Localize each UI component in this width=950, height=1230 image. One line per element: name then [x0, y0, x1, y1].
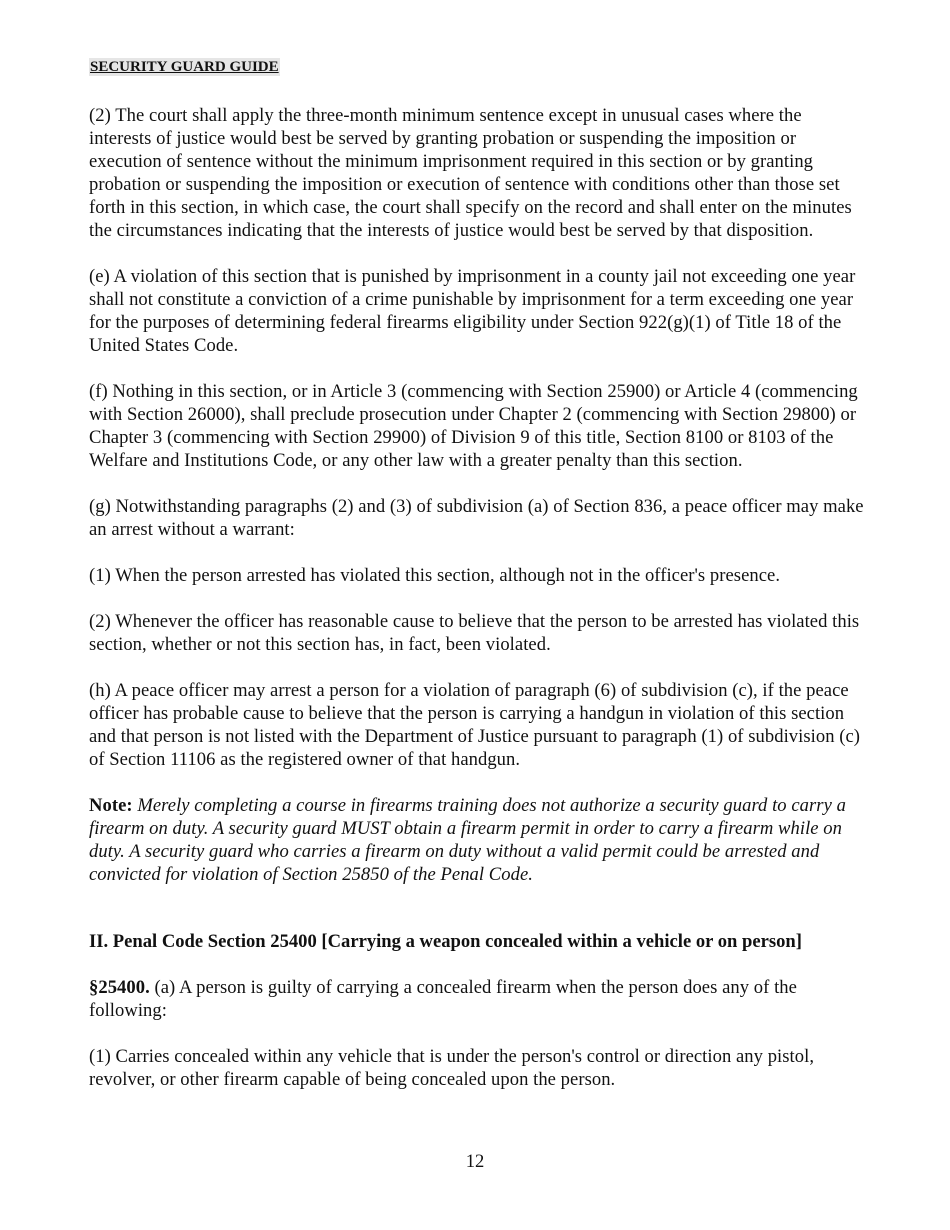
section-lead-text: (a) A person is guilty of carrying a concealed firearm when the person does any of the following:: [89, 977, 797, 1021]
paragraph-f-nothing-precludes: (f) Nothing in this section, or in Article 3 (commencing with Section 25900) or Article 4 (commencing with Section 26000), shall preclude prosecution under Chapter 2 (commencing with Section 29800) or Chapter 3 (commencing with Section 29900) of Division 9 of this title, Section 8100 or 8103 of the Welfare and Institutions Code, or any other law with a greater penalty than this section.: [89, 381, 858, 471]
paragraph-g2-reasonable-cause: (2) Whenever the officer has reasonable cause to believe that the person to be arrested has violated this section, whether or not this section has, in fact, been violated.: [89, 611, 860, 655]
note-label: Note:: [89, 795, 133, 816]
paragraph-h-peace-officer: (h) A peace officer may arrest a person for a violation of paragraph (6) of subdivision (c), if the peace officer has probable cause to believe that the person is carrying a handgun in violation of this section and that person is not listed with the Department of Justice pursuant to paragraph (1) of subdivision (c) of Section 11106 as the registered owner of that handgun.: [89, 680, 861, 770]
paragraph-e-violation: (e) A violation of this section that is punished by imprisonment in a county jail not exceeding one year shall not constitute a conviction of a crime punishable by imprisonment for a term exceeding one year for the purposes of determining federal firearms eligibility under Section 922(g)(1) of Title 18 of the United States Code.: [89, 266, 856, 356]
section-number: §25400.: [89, 977, 150, 998]
paragraph-court-minimum-sentence: (2) The court shall apply the three-month minimum sentence except in unusual cases where the interests of justice would best be served by granting probation or suspending the imposition or execution of sentence without the minimum imprisonment required in this section or by granting probation or suspending the imposition or execution of sentence with conditions other than those set forth in this section, in which case, the court shall specify on the record and shall enter on the minutes the circumstances indicating that the interests of justice would best be served by that disposition.: [89, 105, 852, 241]
section-lead-paragraph: [89, 976, 864, 1022]
section-heading: II. Penal Code Section 25400 [Carrying a weapon concealed within a vehicle or on person]: [89, 931, 802, 952]
running-header: SECURITY GUARD GUIDE: [90, 59, 279, 75]
section-item-1: (1) Carries concealed within any vehicle that is under the person's control or direction any pistol, revolver, or other firearm capable of being concealed upon the person.: [89, 1046, 815, 1090]
page-number: 12: [465, 1151, 485, 1172]
paragraph-g-notwithstanding: (g) Notwithstanding paragraphs (2) and (3) of subdivision (a) of Section 836, a peace officer may make an arrest without a warrant:: [89, 496, 864, 540]
document-page: [89, 56, 864, 1091]
note-paragraph: [89, 794, 864, 886]
paragraph-g1-arrested: (1) When the person arrested has violated this section, although not in the officer's presence.: [89, 565, 781, 586]
note-body: Merely completing a course in firearms training does not authorize a security guard to carry a firearm on duty. A security guard MUST obtain a firearm permit in order to carry a firearm while on duty. A security guard who carries a firearm on duty without a valid permit could be arrested and convicted for violation of Section 25850 of the Penal Code.: [89, 795, 846, 885]
